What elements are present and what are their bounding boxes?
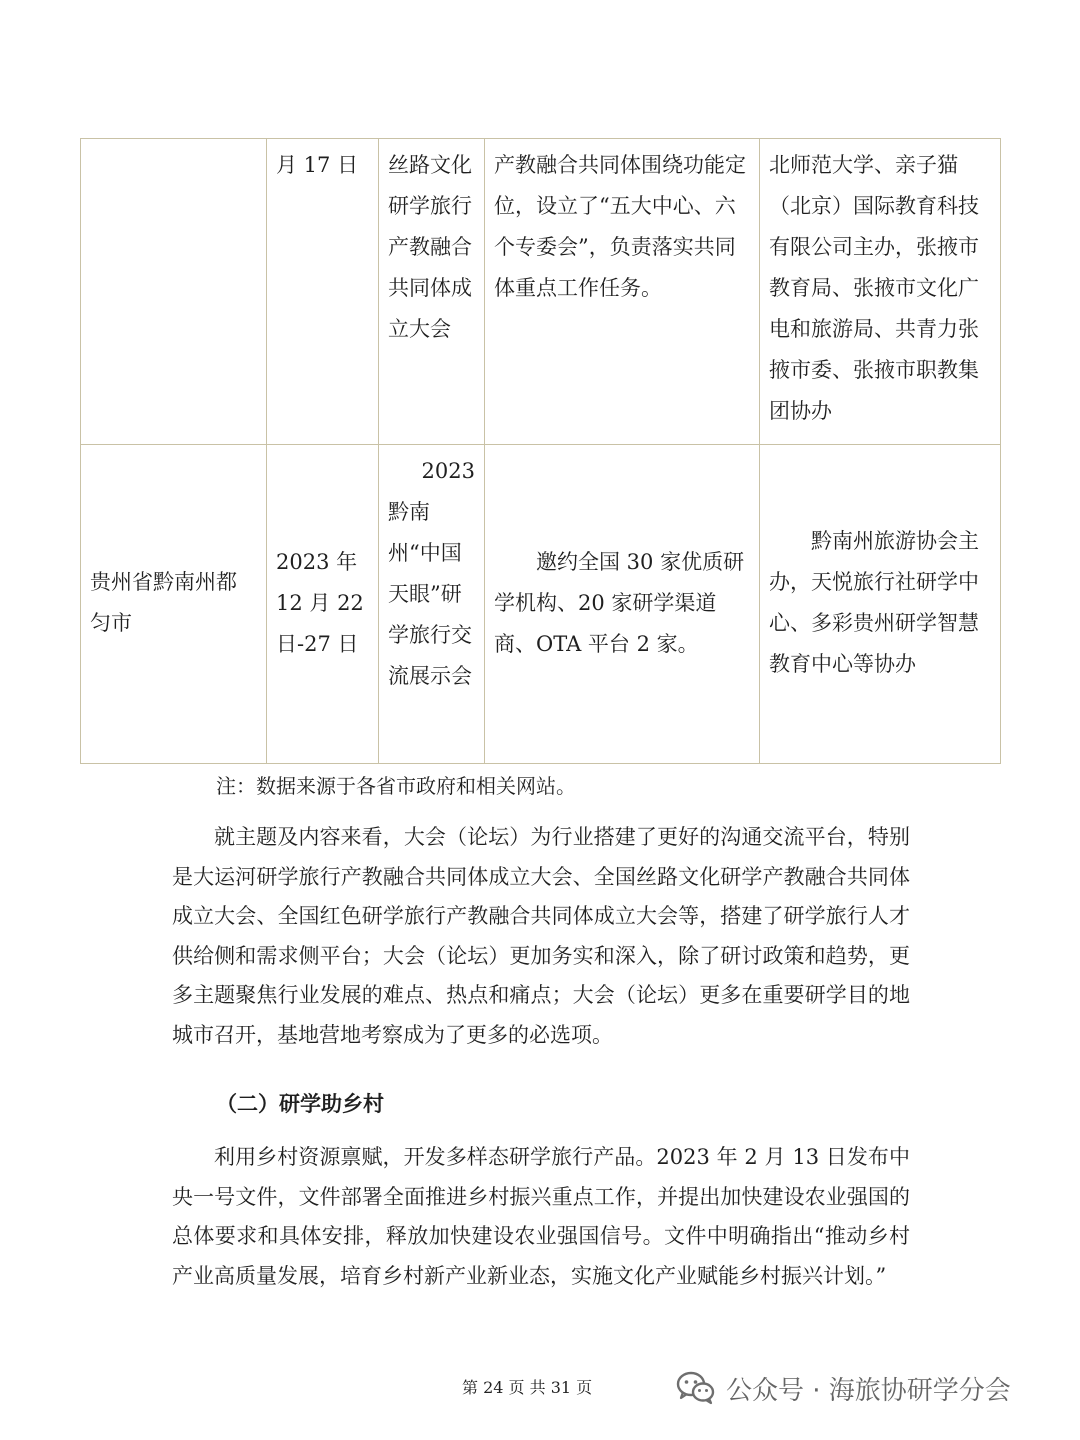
events-table bbox=[80, 138, 1000, 764]
table-row bbox=[81, 445, 1001, 764]
description-text: 邀约全国 30 家优质研学机构、20 家研学渠道商、OTA 平台 2 家。 bbox=[494, 549, 745, 656]
date-text: 2023 年 12 月 22 日-27 日 bbox=[276, 549, 364, 656]
date-text: 月 17 日 bbox=[276, 153, 359, 177]
watermark-text: 公众号 · 海旅协研学分会 bbox=[726, 1375, 1011, 1406]
region-text: 贵州省黔南州都匀市 bbox=[90, 570, 237, 635]
body-paragraph: 利用乡村资源禀赋，开发多样态研学旅行产品。2023 年 2 月 13 日发布中央一号文件，文件部署全面推进乡村振兴重点工作，并提出加快建设农业强国的总体要求和具体安排，释放加快建设农业强国信号。文件中明确指出“推动乡村产业高质量发展，培育乡村新产业新业态，实施文化产业赋能乡村振兴计划。” bbox=[172, 1145, 910, 1288]
event-cell bbox=[379, 139, 485, 445]
body-paragraph: 就主题及内容来看，大会（论坛）为行业搭建了更好的沟通交流平台，特别是大运河研学旅行产教融合共同体成立大会、全国丝路文化研学产教融合共同体成立大会、全国红色研学旅行产教融合共同体成立大会等，搭建了研学旅行人才供给侧和需求侧平台；大会（论坛）更加务实和深入，除了研讨政策和趋势，更多主题聚焦行业发展的难点、热点和痛点；大会（论坛）更多在重要研学目的地城市召开，基地营地考察成为了更多的必选项。 bbox=[172, 825, 910, 1047]
organizers-cell bbox=[760, 139, 1001, 445]
description-cell bbox=[485, 445, 760, 764]
description-cell bbox=[485, 139, 760, 445]
event-text: 丝路文化研学旅行产教融合共同体成立大会 bbox=[388, 153, 472, 341]
organizers-text: 北师范大学、亲子猫（北京）国际教育科技有限公司主办，张掖市教育局、张掖市文化广电和旅游局、共青力张掖市委、张掖市职教集团协办 bbox=[769, 153, 979, 423]
date-cell bbox=[267, 139, 379, 445]
table-row bbox=[81, 139, 1001, 445]
section-heading: （二）研学助乡村 bbox=[216, 1092, 384, 1116]
wechat-icon bbox=[676, 1370, 716, 1406]
events-table-grid bbox=[80, 138, 1001, 764]
event-text: 黔南州“中国天眼”研学旅行交流展示会 bbox=[388, 500, 472, 688]
event-cell bbox=[379, 445, 485, 764]
page-number: 第 24 页 共 31 页 bbox=[462, 1378, 593, 1397]
region-cell bbox=[81, 139, 267, 445]
description-text: 产教融合共同体围绕功能定位，设立了“五大中心、六个专委会”，负责落实共同体重点工作任务。 bbox=[494, 153, 746, 300]
event-year-text: 2023 bbox=[421, 459, 475, 483]
date-cell bbox=[267, 445, 379, 764]
region-cell bbox=[81, 445, 267, 764]
organizers-text: 黔南州旅游协会主办，天悦旅行社研学中心、多彩贵州研学智慧教育中心等协办 bbox=[769, 529, 979, 676]
wechat-watermark bbox=[676, 1366, 1011, 1410]
organizers-cell bbox=[760, 445, 1001, 764]
table-note: 注：数据来源于各省市政府和相关网站。 bbox=[216, 774, 576, 798]
